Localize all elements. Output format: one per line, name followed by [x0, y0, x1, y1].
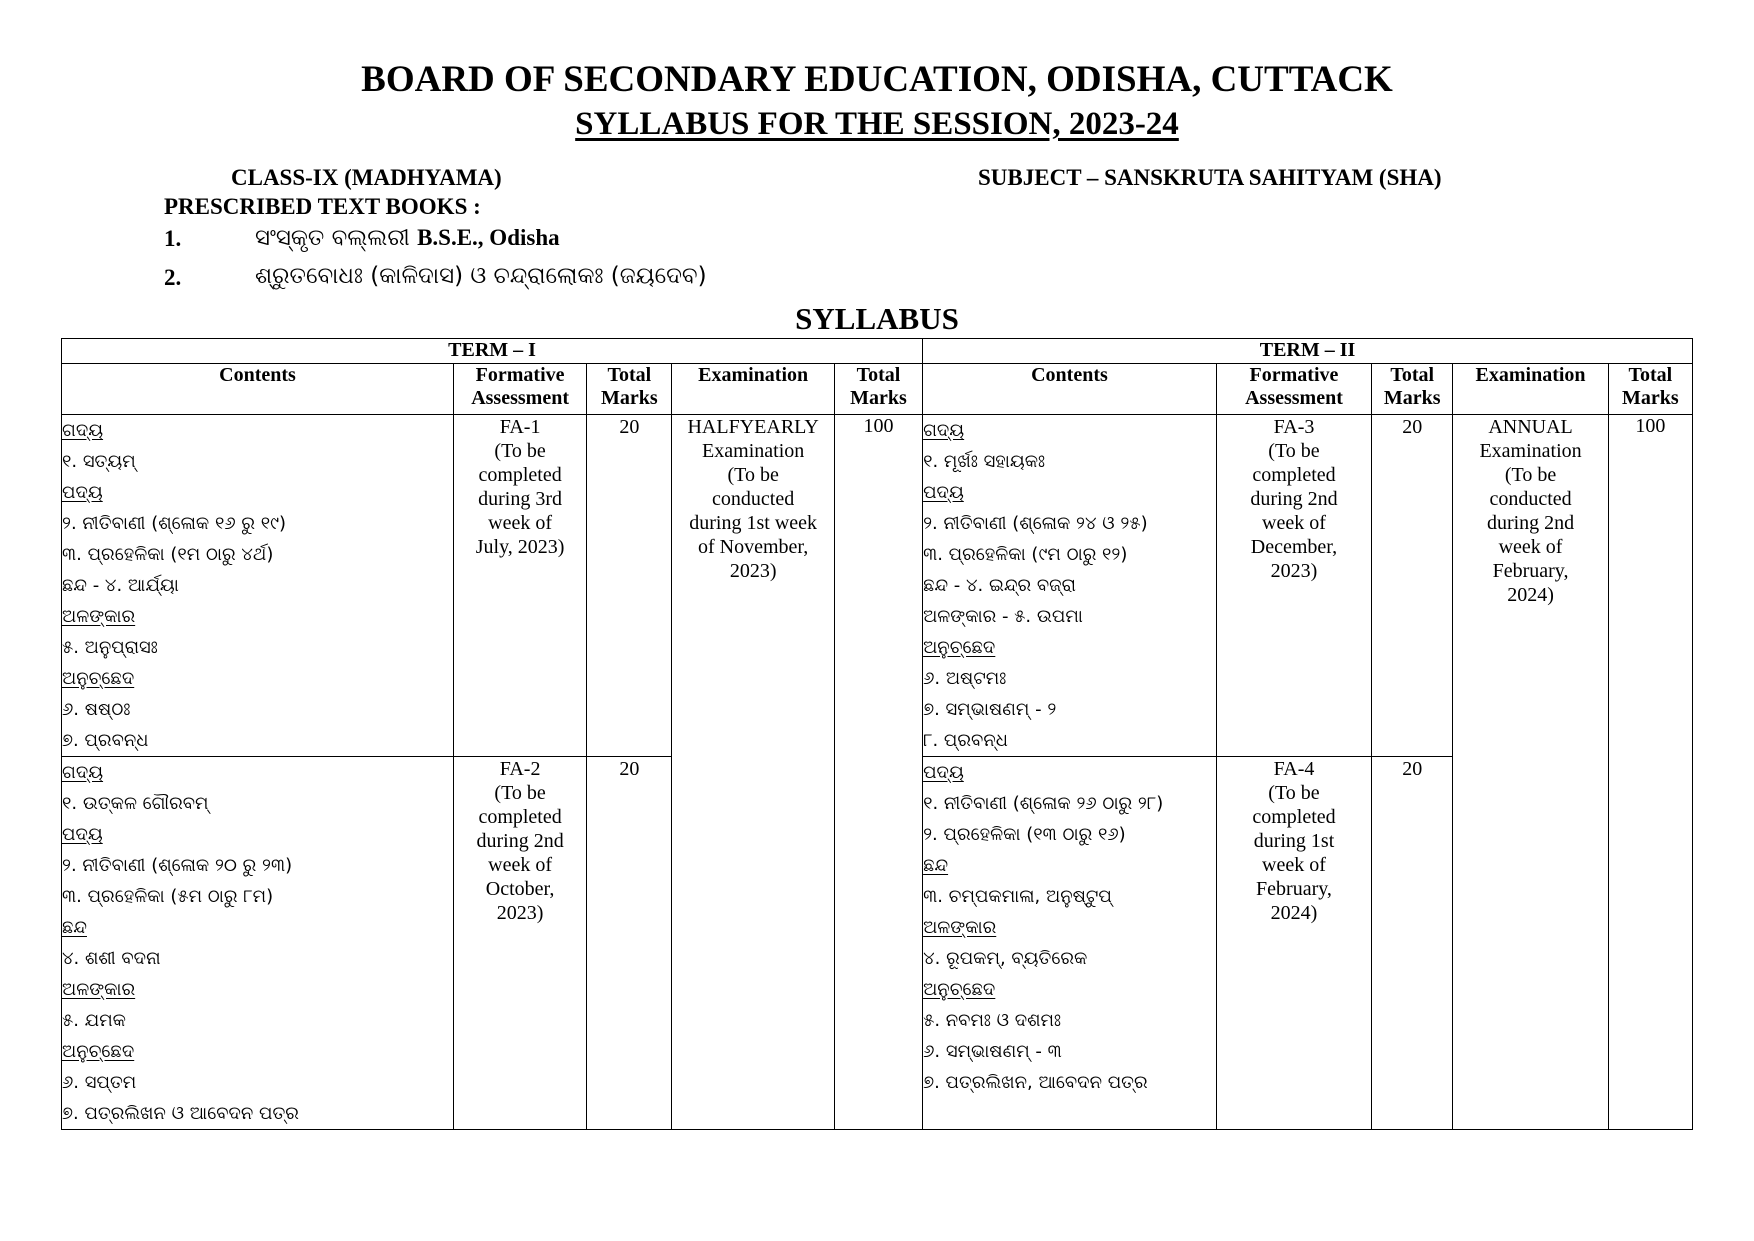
exam-line: (To be — [1504, 464, 1557, 486]
fa-line: FA-4 — [1273, 758, 1315, 780]
term-1-header: TERM – I — [62, 339, 923, 364]
exam-line: (To be — [727, 464, 779, 486]
exam-line: HALFYEARLY — [687, 416, 819, 438]
content-item: ୧. ଉତ୍କଳ ଗୌରବମ୍ — [62, 793, 209, 814]
fa-line: completed — [1252, 464, 1336, 486]
t2-r1-formative — [1216, 415, 1371, 757]
section-heading: ଅନୁଚ୍ଛେଦ — [62, 668, 135, 689]
fa-line: 2024) — [1270, 902, 1318, 924]
fa-line: October, — [485, 878, 555, 900]
content-item: ୪. ଶଶୀ ବଦନା — [62, 948, 161, 969]
subject-label: SUBJECT – SANSKRUTA SAHITYAM (SHA) — [978, 165, 1442, 190]
t2-r1-contents — [923, 415, 1217, 757]
content-item: ୭. ପତ୍ରଲିଖନ ଓ ଆବେଦନ ପତ୍ର — [62, 1103, 299, 1124]
exam-line: during 2nd — [1486, 512, 1575, 534]
content-item: ୭. ପତ୍ରଲିଖନ, ଆବେଦନ ପତ୍ର — [923, 1072, 1148, 1093]
content-item: ଛନ୍ଦ - ୪. ଇନ୍ଦ୍ର ବଜ୍ରା — [923, 575, 1076, 596]
section-heading: ଅନୁଚ୍ଛେଦ — [62, 1041, 135, 1062]
content-item: ୩. ପ୍ରହେଳିକା (୧ମ ଠାରୁ ୪ର୍ଥ) — [62, 544, 274, 565]
t1-r2-contents — [62, 757, 454, 1130]
col-contents-t2: Contents — [923, 364, 1217, 415]
content-item: ୩. ପ୍ରହେଳିକା (୫ମ ଠାରୁ ୮ମ) — [62, 886, 274, 907]
content-item: ୧. ନୀତିବାଣୀ (ଶ୍ଳୋକ ୨୬ ଠାରୁ ୨୮) — [923, 793, 1164, 814]
class-label: CLASS-IX (MADHYAMA) — [231, 165, 502, 190]
content-item: ୨. ପ୍ରହେଳିକା (୧୩ ଠାରୁ ୧୬) — [923, 824, 1126, 845]
fa-line: during 1st — [1253, 830, 1335, 852]
fa-line: 2023) — [496, 902, 544, 924]
col-formative-t1: Formative Assessment — [453, 364, 586, 415]
fa-line: (To be — [1268, 782, 1320, 804]
books-label: PRESCRIBED TEXT BOOKS : — [164, 194, 481, 219]
exam-line: 2023) — [729, 560, 777, 582]
col-total-marks-t1: Total Marks — [587, 364, 672, 415]
col-contents-t1: Contents — [62, 364, 454, 415]
exam-line: week of — [1498, 536, 1563, 558]
fa-line: (To be — [494, 440, 546, 462]
content-item: ୩. ଚମ୍ପକମାଳା, ଅନୁଷ୍ଟୁପ୍ — [923, 886, 1112, 907]
fa-line: during 2nd — [476, 830, 564, 852]
fa-line: during 3rd — [478, 488, 563, 510]
content-item: ୬. ସମ୍ଭାଷଣମ୍ - ୩ — [923, 1041, 1062, 1062]
section-heading: ଗଦ୍ୟ — [62, 420, 104, 441]
content-item: ୭. ପ୍ରବନ୍ଧ — [62, 730, 149, 751]
fa-line: (To be — [494, 782, 546, 804]
fa-line: week of — [1262, 512, 1326, 534]
section-heading: ଛନ୍ଦ — [62, 917, 87, 938]
fa-line: completed — [478, 464, 562, 486]
fa-line: completed — [478, 806, 562, 828]
section-heading: ଅଳଙ୍କାର — [923, 917, 997, 938]
fa-line: during 2nd — [1250, 488, 1338, 510]
content-item: ୬. ଅଷ୍ଟମଃ — [923, 668, 1007, 689]
content-item: ଅଳଙ୍କାର - ୫. ଉପମା — [923, 606, 1083, 627]
fa-line: (To be — [1268, 440, 1320, 462]
content-item: ୫. ଯମକ — [62, 1010, 126, 1031]
exam-line: 2024) — [1507, 584, 1554, 606]
syllabus-table — [61, 338, 1693, 1130]
exam-line: February, — [1492, 560, 1569, 582]
content-item: ୮. ପ୍ରବନ୍ଧ — [923, 730, 1008, 751]
table-row — [62, 415, 1693, 757]
book-1-name: ସଂସ୍କୃତ ବଲ୍ଲରୀ — [255, 225, 410, 251]
book-1-publisher: B.S.E., Odisha — [417, 225, 560, 250]
t2-exam-total: 100 — [1608, 415, 1692, 1130]
fa-line: 2023) — [1270, 560, 1318, 582]
t2-r2-marks: 20 — [1372, 757, 1453, 1130]
section-heading: ଅନୁଚ୍ଛେଦ — [923, 637, 996, 658]
content-item: ୫. ନବମଃ ଓ ଦଶମଃ — [923, 1010, 1061, 1031]
col-exam-total-t2: Total Marks — [1608, 364, 1692, 415]
section-heading: ପଦ୍ୟ — [62, 482, 103, 503]
exam-line: Examination — [1479, 440, 1582, 462]
fa-line: FA-2 — [499, 758, 541, 780]
content-item: ୨. ନୀତିବାଣୀ (ଶ୍ଳୋକ ୨୦ ରୁ ୨୩) — [62, 855, 293, 876]
col-exam-total-t1: Total Marks — [834, 364, 922, 415]
content-item: ୨. ନୀତିବାଣୀ (ଶ୍ଳୋକ ୧୬ ରୁ ୧୯) — [62, 513, 287, 534]
book-1-title — [255, 225, 560, 251]
fa-line: December, — [1250, 536, 1338, 558]
content-item: ୫. ଅନୁପ୍ରାସଃ — [62, 637, 158, 658]
t1-exam-total: 100 — [834, 415, 922, 1130]
col-total-marks-t2: Total Marks — [1372, 364, 1453, 415]
content-item: ୨. ନୀତିବାଣୀ (ଶ୍ଳୋକ ୨୪ ଓ ୨୫) — [923, 513, 1148, 534]
section-heading: ଅଳଙ୍କାର — [62, 979, 136, 1000]
content-item: ୬. ସପ୍ତମ — [62, 1072, 137, 1093]
section-heading: ପଦ୍ୟ — [62, 824, 103, 845]
t1-r2-formative — [453, 757, 586, 1130]
section-heading: ଅନୁଚ୍ଛେଦ — [923, 979, 996, 1000]
section-heading: ଅଳଙ୍କାର — [62, 606, 136, 627]
t1-r1-contents — [62, 415, 454, 757]
col-formative-t2: Formative Assessment — [1216, 364, 1371, 415]
section-heading: ଛନ୍ଦ — [923, 855, 949, 876]
t2-exam — [1453, 415, 1608, 1130]
fa-line: completed — [1252, 806, 1336, 828]
exam-line: ANNUAL — [1488, 416, 1573, 438]
book-1-number: 1. — [164, 226, 182, 251]
fa-line: February, — [1256, 878, 1332, 900]
book-2-number: 2. — [164, 265, 182, 290]
content-item: ଛନ୍ଦ - ୪. ଆର୍ଯ୍ୟା — [62, 575, 179, 596]
session-title — [0, 106, 1754, 143]
fa-line: FA-3 — [1273, 416, 1315, 438]
content-item: ୧. ମୂର୍ଖଃ ସହାୟକଃ — [923, 451, 1046, 472]
t1-exam — [672, 415, 834, 1130]
exam-line: conducted — [712, 488, 795, 510]
board-title: BOARD OF SECONDARY EDUCATION, ODISHA, CUTTACK — [361, 59, 1393, 100]
t1-r2-marks: 20 — [587, 757, 672, 1130]
content-item: ୩. ପ୍ରହେଳିକା (୯ମ ଠାରୁ ୧୨) — [923, 544, 1128, 565]
t1-r1-marks: 20 — [587, 415, 672, 757]
fa-line: week of — [488, 854, 553, 876]
syllabus-heading: SYLLABUS — [795, 301, 959, 336]
exam-line: conducted — [1489, 488, 1572, 510]
session-title-text: SYLLABUS FOR THE SESSION, 2023-24 — [575, 106, 1179, 142]
fa-line: July, 2023) — [475, 536, 565, 558]
col-examination-t1: Examination — [672, 364, 834, 415]
fa-line: week of — [1262, 854, 1326, 876]
book-2-title: ଶ୍ରୁତବୋଧଃ (କାଳିଦାସ) ଓ ଚନ୍ଦ୍ରାଲୋକଃ (ଜୟଦେବ) — [255, 263, 707, 289]
t2-r2-formative — [1216, 757, 1371, 1130]
content-item: ୬. ଷଷ୍ଠଃ — [62, 699, 131, 720]
col-examination-t2: Examination — [1453, 364, 1608, 415]
t1-r1-formative — [453, 415, 586, 757]
exam-line: of November, — [698, 536, 809, 558]
exam-line: Examination — [702, 440, 805, 462]
t2-r1-marks: 20 — [1372, 415, 1453, 757]
content-item: ୭. ସମ୍ଭାଷଣମ୍ - ୨ — [923, 699, 1057, 720]
section-heading: ଗଦ୍ୟ — [923, 420, 965, 441]
section-heading: ପଦ୍ୟ — [923, 762, 964, 783]
content-item: ୪. ରୂପକମ୍, ବ୍ୟତିରେକ — [923, 948, 1088, 969]
fa-line: week of — [488, 512, 553, 534]
t2-r2-contents — [923, 757, 1217, 1130]
content-item: ୧. ସତ୍ୟମ୍ — [62, 451, 136, 472]
section-heading: ଗଦ୍ୟ — [62, 762, 104, 783]
section-heading: ପଦ୍ୟ — [923, 482, 964, 503]
exam-line: during 1st week — [689, 512, 818, 534]
term-2-header: TERM – II — [923, 339, 1693, 364]
fa-line: FA-1 — [499, 416, 541, 438]
